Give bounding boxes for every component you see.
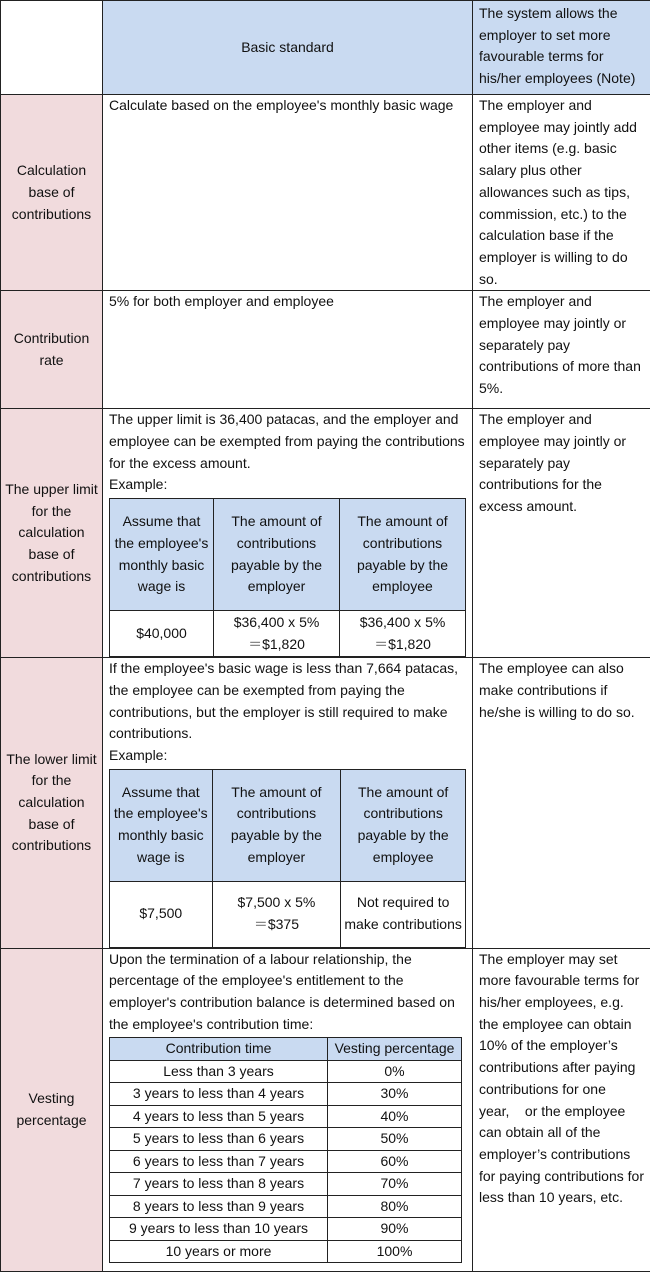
vesting-time: 4 years to less than 5 years xyxy=(110,1105,328,1128)
vesting-percent: 70% xyxy=(328,1173,462,1196)
vesting-col-contribution-time: Contribution time xyxy=(110,1038,328,1061)
rate-standard-text: 5% for both employer and employee xyxy=(103,291,473,409)
upper-example-value-row xyxy=(110,611,466,657)
vesting-percent: 100% xyxy=(328,1240,462,1263)
vesting-table-row xyxy=(110,1173,462,1196)
upper-favourable-text: The employer and employee may jointly or separately pay contributions for the excess amount. xyxy=(473,409,650,658)
upper-example-label: Example: xyxy=(109,474,466,496)
vesting-standard-cell xyxy=(103,948,473,1271)
lower-employer-result: ＝$375 xyxy=(215,914,339,936)
upper-employer-formula: $36,400 x 5% xyxy=(216,612,337,634)
vesting-percent: 90% xyxy=(328,1218,462,1241)
upper-employee-formula: $36,400 x 5% xyxy=(342,612,463,634)
upper-employer-result: ＝$1,820 xyxy=(216,634,337,656)
row-vesting-percentage xyxy=(1,948,650,1271)
vesting-time: Less than 3 years xyxy=(110,1060,328,1083)
lower-example-table xyxy=(109,769,466,948)
vesting-table-row xyxy=(110,1105,462,1128)
lower-example-employee-amount: Not required to make contributions xyxy=(341,881,466,947)
vesting-col-vesting-percentage: Vesting percentage xyxy=(328,1038,462,1061)
calc-base-favourable-text: The employer and employee may jointly add other items (e.g. basic salary plus other allowances such as tips, commission, etc.) to the calculation base if the employer is willing to do so. xyxy=(473,95,650,291)
lower-example-col-employee: The amount of contributions payable by the employee xyxy=(341,769,466,881)
row-lower-limit xyxy=(1,658,650,949)
upper-employee-result: ＝$1,820 xyxy=(342,634,463,656)
vesting-table-row xyxy=(110,1060,462,1083)
vesting-percent: 50% xyxy=(328,1128,462,1151)
vesting-table-row xyxy=(110,1195,462,1218)
lower-example-header-row xyxy=(110,769,466,881)
vesting-time: 7 years to less than 8 years xyxy=(110,1173,328,1196)
vesting-time: 6 years to less than 7 years xyxy=(110,1150,328,1173)
header-row xyxy=(1,1,650,95)
vesting-table-row xyxy=(110,1218,462,1241)
lower-standard-cell xyxy=(103,658,473,949)
row-label-calculation-base: Calculation base of contributions xyxy=(1,95,103,291)
row-label-upper-limit: The upper limit for the calculation base of contributions xyxy=(1,409,103,658)
lower-example-wage: $7,500 xyxy=(110,881,213,947)
row-upper-limit xyxy=(1,409,650,658)
header-favourable-terms: The system allows the employer to set more favourable terms for his/her employees (Note) xyxy=(473,1,650,95)
lower-example-col-wage: Assume that the employee's monthly basic wage is xyxy=(110,769,213,881)
vesting-table-header xyxy=(110,1038,462,1061)
header-basic-standard: Basic standard xyxy=(103,1,473,95)
vesting-table-row xyxy=(110,1083,462,1106)
lower-employer-formula: $7,500 x 5% xyxy=(215,892,339,914)
upper-example-wage: $40,000 xyxy=(110,611,214,657)
vesting-time: 9 years to less than 10 years xyxy=(110,1218,328,1241)
vesting-table-row xyxy=(110,1128,462,1151)
lower-example-col-employer: The amount of contributions payable by the employer xyxy=(212,769,341,881)
calc-base-standard-text: Calculate based on the employee's monthly basic wage xyxy=(103,95,473,291)
lower-example-label: Example: xyxy=(109,745,466,767)
vesting-time: 3 years to less than 4 years xyxy=(110,1083,328,1106)
upper-example-header-row xyxy=(110,499,466,611)
upper-example-col-employee: The amount of contributions payable by the employee xyxy=(340,499,466,611)
upper-standard-cell xyxy=(103,409,473,658)
vesting-percent: 80% xyxy=(328,1195,462,1218)
row-calculation-base xyxy=(1,95,650,291)
vesting-standard-text: Upon the termination of a labour relationship, the percentage of the employee's entitlement to the employer's contribution balance is determined based on the employee's contribution time: xyxy=(109,949,466,1036)
lower-example-employer-amount xyxy=(212,881,341,947)
upper-standard-text: The upper limit is 36,400 patacas, and the employer and employee can be exempted from paying the contributions for the excess amount. xyxy=(109,409,466,474)
vesting-time: 10 years or more xyxy=(110,1240,328,1263)
upper-example-employer-amount xyxy=(214,611,340,657)
vesting-percent: 0% xyxy=(328,1060,462,1083)
vesting-percent: 40% xyxy=(328,1105,462,1128)
header-corner-cell xyxy=(1,1,103,95)
vesting-time: 5 years to less than 6 years xyxy=(110,1128,328,1151)
upper-example-table xyxy=(109,498,466,657)
lower-favourable-text: The employee can also make contributions if he/she is willing to do so. xyxy=(473,658,650,949)
vesting-percent: 30% xyxy=(328,1083,462,1106)
upper-example-col-wage: Assume that the employee's monthly basic wage is xyxy=(110,499,214,611)
row-label-lower-limit: The lower limit for the calculation base of contributions xyxy=(1,658,103,949)
lower-standard-text: If the employee's basic wage is less than 7,664 patacas, the employee can be exempted from paying the contributions, but the employer is still required to make contributions. xyxy=(109,658,466,745)
lower-example-value-row xyxy=(110,881,466,947)
upper-example-col-employer: The amount of contributions payable by the employer xyxy=(214,499,340,611)
vesting-percent: 60% xyxy=(328,1150,462,1173)
vesting-time: 8 years to less than 9 years xyxy=(110,1195,328,1218)
upper-example-employee-amount xyxy=(340,611,466,657)
vesting-table-row xyxy=(110,1240,462,1263)
vesting-table-row xyxy=(110,1150,462,1173)
row-label-contribution-rate: Contribution rate xyxy=(1,291,103,409)
row-label-vesting-percentage: Vesting percentage xyxy=(1,948,103,1271)
vesting-table xyxy=(109,1037,462,1263)
vesting-favourable-text: The employer may set more favourable terms for his/her employees, e.g. the employee can obtain 10% of the employer’s contributions after paying contributions for one year, or the employee can obtain all of the employer’s contributions for paying contributions for less than 10 years, etc. xyxy=(473,948,650,1271)
row-contribution-rate xyxy=(1,291,650,409)
rate-favourable-text: The employer and employee may jointly or separately pay contributions of more than 5%. xyxy=(473,291,650,409)
